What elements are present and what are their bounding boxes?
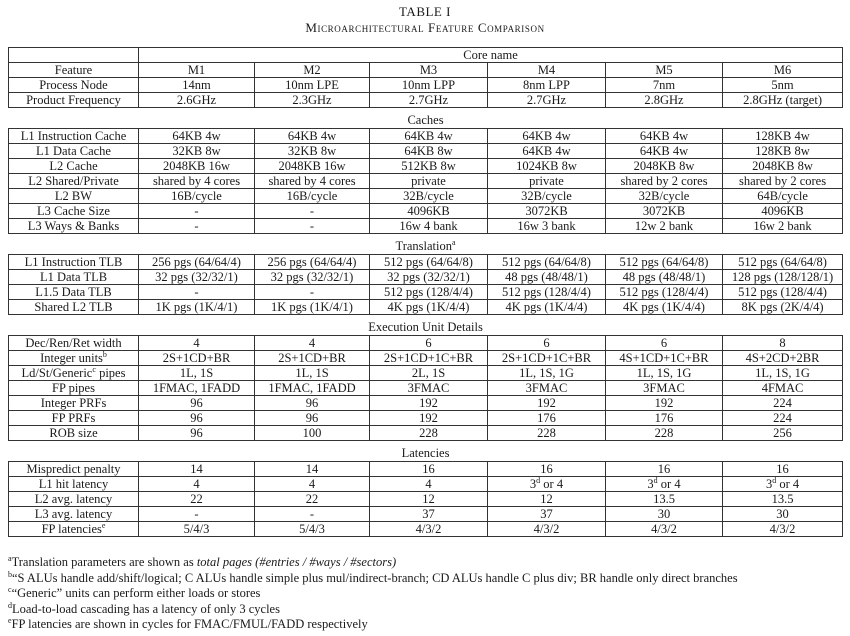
core-m4-header: M4 — [488, 63, 606, 78]
table-cell: 512KB 8w — [370, 159, 488, 174]
table-cell: 7nm — [606, 78, 723, 93]
row-label: Ld/St/Generic$^c$ pipes — [9, 366, 139, 381]
table-cell: 2S+1CD+1C+BR — [488, 351, 606, 366]
table-cell: - — [139, 285, 255, 300]
table-row — [9, 174, 843, 189]
row-label: L3 avg. latency — [9, 507, 139, 522]
core-m2-header: M2 — [255, 63, 370, 78]
table-cell: 4096KB — [723, 204, 843, 219]
feature-header: Feature — [9, 63, 139, 78]
table-cell: 64KB 8w — [370, 144, 488, 159]
table-cell: 4/3/2 — [723, 522, 843, 537]
table-cell: 3$^d$ or 4 — [488, 477, 606, 492]
footnote-d: $^d$Load-to-load cascading has a latency of only 3 cycles — [8, 600, 280, 616]
table-cell: 2048KB 8w — [723, 159, 843, 174]
row-label: L1 hit latency — [9, 477, 139, 492]
table-cell: 8 — [723, 336, 843, 351]
section-execution — [9, 319, 843, 336]
table-cell: 16 — [723, 462, 843, 477]
table-title: Microarchitectural Feature Comparison — [305, 20, 545, 35]
section-title: Latencies — [401, 446, 450, 460]
table-cell: 1L, 1S — [139, 366, 255, 381]
row-label: Integer PRFs — [9, 396, 139, 411]
table-cell: 12w 2 bank — [606, 219, 723, 234]
execution-rows — [9, 336, 843, 441]
table-cell: 48 pgs (48/48/1) — [488, 270, 606, 285]
table-cell: 1FMAC, 1FADD — [139, 381, 255, 396]
table-cell: 256 pgs (64/64/4) — [255, 255, 370, 270]
table-row — [9, 381, 843, 396]
table-row — [9, 189, 843, 204]
table-cell: 512 pgs (64/64/8) — [606, 255, 723, 270]
row-label: L2 BW — [9, 189, 139, 204]
table-cell: 2.3GHz — [255, 93, 370, 108]
feature-header-row — [9, 63, 843, 78]
table-cell: 16w 3 bank — [488, 219, 606, 234]
table-cell: 64KB 4w — [606, 144, 723, 159]
table-cell: 1L, 1S, 1G — [606, 366, 723, 381]
table-row — [9, 144, 843, 159]
table-cell: 2.8GHz — [606, 93, 723, 108]
table-cell: 512 pgs (128/4/4) — [488, 285, 606, 300]
section-latencies — [9, 445, 843, 462]
table-cell: shared by 4 cores — [139, 174, 255, 189]
table-number: TABLE I — [399, 4, 451, 19]
table-cell: 64KB 4w — [139, 129, 255, 144]
table-cell: 3072KB — [606, 204, 723, 219]
table-cell: 4 — [370, 477, 488, 492]
table-cell: 4K pgs (1K/4/4) — [488, 300, 606, 315]
table-cell: 14nm — [139, 78, 255, 93]
footnote-a: $^a$Translation parameters are shown as total pages (#entries / #ways / #sectors) — [8, 553, 397, 569]
footnote-e: $^e$FP latencies are shown in cycles for FMAC/FMUL/FADD respectively — [8, 615, 368, 631]
table-cell: 3072KB — [488, 204, 606, 219]
table-cell: 4 — [255, 477, 370, 492]
table-cell: 4/3/2 — [370, 522, 488, 537]
table-cell: 32 pgs (32/32/1) — [370, 270, 488, 285]
table-cell: 16 — [606, 462, 723, 477]
table-cell: 192 — [488, 396, 606, 411]
table-cell: 14 — [255, 462, 370, 477]
table-cell: 32B/cycle — [606, 189, 723, 204]
row-label: L2 avg. latency — [9, 492, 139, 507]
table-cell: 128 pgs (128/128/1) — [723, 270, 843, 285]
footnote-b: $^b$“S ALUs handle add/shift/logical; C ALUs handle simple plus mul/indirect-branch; CD ALUs handle C plus div; BR handle only direct branches — [8, 569, 738, 585]
table-cell: 1FMAC, 1FADD — [255, 381, 370, 396]
table-cell: 3FMAC — [488, 381, 606, 396]
table-cell: private — [370, 174, 488, 189]
table-cell: 96 — [139, 396, 255, 411]
footnote-c: $^c$“Generic” units can perform either loads or stores — [8, 584, 261, 600]
caches-rows — [9, 129, 843, 234]
footnotes — [8, 555, 842, 633]
table-cell: 3FMAC — [606, 381, 723, 396]
table-cell: 13.5 — [606, 492, 723, 507]
table-cell: 512 pgs (64/64/8) — [488, 255, 606, 270]
table-cell: 4K pgs (1K/4/4) — [370, 300, 488, 315]
row-label: L1.5 Data TLB — [9, 285, 139, 300]
table-cell: 2L, 1S — [370, 366, 488, 381]
table-cell: - — [139, 204, 255, 219]
table-row — [9, 285, 843, 300]
table-cell: 4096KB — [370, 204, 488, 219]
table-cell: 12 — [488, 492, 606, 507]
section-title: Execution Unit Details — [368, 320, 483, 334]
table-cell: 5/4/3 — [139, 522, 255, 537]
table-cell: 32KB 8w — [139, 144, 255, 159]
table-cell: 4 — [139, 477, 255, 492]
table-cell: 96 — [255, 396, 370, 411]
table-row — [9, 426, 843, 441]
latencies-rows — [9, 462, 843, 537]
table-row — [9, 129, 843, 144]
table-row — [9, 78, 843, 93]
table-row — [9, 204, 843, 219]
table-cell: 2S+1CD+BR — [255, 351, 370, 366]
table-cell: 2.8GHz (target) — [723, 93, 843, 108]
table-cell: 16 — [370, 462, 488, 477]
table-cell: 16w 2 bank — [723, 219, 843, 234]
row-label: Dec/Ren/Ret width — [9, 336, 139, 351]
table-cell: 2048KB 16w — [139, 159, 255, 174]
table-row — [9, 219, 843, 234]
table-cell: 30 — [723, 507, 843, 522]
table-row — [9, 336, 843, 351]
core-m1-header: M1 — [139, 63, 255, 78]
table-cell: 4 — [255, 336, 370, 351]
table-cell: 4/3/2 — [606, 522, 723, 537]
table-row — [9, 300, 843, 315]
core-name-row — [9, 48, 843, 63]
table-cell: 3FMAC — [370, 381, 488, 396]
table-cell: 10nm LPE — [255, 78, 370, 93]
table-cell: 512 pgs (64/64/8) — [723, 255, 843, 270]
table-cell: 512 pgs (128/4/4) — [606, 285, 723, 300]
row-label: FP latencies$^e$ — [9, 522, 139, 537]
table-cell: 512 pgs (128/4/4) — [370, 285, 488, 300]
table-cell: 128KB 8w — [723, 144, 843, 159]
translation-rows — [9, 255, 843, 315]
table-cell: 8nm LPP — [488, 78, 606, 93]
table-cell: shared by 4 cores — [255, 174, 370, 189]
table-cell: 228 — [606, 426, 723, 441]
table-cell: 2.6GHz — [139, 93, 255, 108]
table-cell: 4K pgs (1K/4/4) — [606, 300, 723, 315]
table-cell: 5nm — [723, 78, 843, 93]
table-cell: 228 — [488, 426, 606, 441]
table-cell: 224 — [723, 411, 843, 426]
core-name-header: Core name — [139, 48, 843, 63]
table-cell: 1K pgs (1K/4/1) — [255, 300, 370, 315]
table-cell: 5/4/3 — [255, 522, 370, 537]
table-cell: 64KB 4w — [255, 129, 370, 144]
section-title: Translation$^a$ — [395, 238, 456, 253]
table-cell: 4/3/2 — [488, 522, 606, 537]
table-cell: 22 — [255, 492, 370, 507]
row-label: Integer units$^b$ — [9, 351, 139, 366]
table-cell: 16 — [488, 462, 606, 477]
row-label: L1 Instruction TLB — [9, 255, 139, 270]
table-cell: 4 — [139, 336, 255, 351]
table-cell: 2048KB 16w — [255, 159, 370, 174]
row-label: L2 Cache — [9, 159, 139, 174]
table-cell: 16B/cycle — [139, 189, 255, 204]
table-cell: 176 — [606, 411, 723, 426]
section-title: Caches — [407, 113, 444, 127]
table-cell: 32B/cycle — [488, 189, 606, 204]
row-label: FP pipes — [9, 381, 139, 396]
table-cell: 48 pgs (48/48/1) — [606, 270, 723, 285]
table-cell: 64KB 4w — [370, 129, 488, 144]
table-cell: 3$^d$ or 4 — [723, 477, 843, 492]
table-cell: - — [255, 507, 370, 522]
table-row — [9, 462, 843, 477]
table-cell: 100 — [255, 426, 370, 441]
table-row — [9, 255, 843, 270]
row-label: Shared L2 TLB — [9, 300, 139, 315]
table-cell: 1L, 1S, 1G — [488, 366, 606, 381]
table-cell: 16w 4 bank — [370, 219, 488, 234]
row-label: L2 Shared/Private — [9, 174, 139, 189]
table-cell: 64KB 4w — [606, 129, 723, 144]
row-label: L3 Ways & Banks — [9, 219, 139, 234]
table-cell: 228 — [370, 426, 488, 441]
table-cell: 37 — [370, 507, 488, 522]
table-row — [9, 270, 843, 285]
table-cell: - — [139, 219, 255, 234]
table-cell: 30 — [606, 507, 723, 522]
table-cell: 176 — [488, 411, 606, 426]
table-cell: 224 — [723, 396, 843, 411]
table-cell: 37 — [488, 507, 606, 522]
table-cell: 512 pgs (128/4/4) — [723, 285, 843, 300]
row-label: L1 Data TLB — [9, 270, 139, 285]
table-cell: 32KB 8w — [255, 144, 370, 159]
table-cell: 1L, 1S — [255, 366, 370, 381]
row-label: Product Frequency — [9, 93, 139, 108]
table-row — [9, 366, 843, 381]
table-cell: 96 — [139, 426, 255, 441]
table-cell: 16B/cycle — [255, 189, 370, 204]
table-cell: 32B/cycle — [370, 189, 488, 204]
table-cell: 12 — [370, 492, 488, 507]
table-cell: 14 — [139, 462, 255, 477]
row-label: Mispredict penalty — [9, 462, 139, 477]
table-row — [9, 351, 843, 366]
table-cell: - — [255, 285, 370, 300]
table-cell: 2.7GHz — [488, 93, 606, 108]
table-cell: - — [255, 204, 370, 219]
table-cell: 64KB 4w — [488, 144, 606, 159]
table-cell: shared by 2 cores — [606, 174, 723, 189]
table-cell: 22 — [139, 492, 255, 507]
table-cell: shared by 2 cores — [723, 174, 843, 189]
table-cell: 3$^d$ or 4 — [606, 477, 723, 492]
table-cell: 192 — [370, 411, 488, 426]
table-cell: 6 — [370, 336, 488, 351]
table-row — [9, 396, 843, 411]
table-cell: - — [255, 219, 370, 234]
table-cell: 6 — [606, 336, 723, 351]
table-cell: 96 — [255, 411, 370, 426]
table-cell: 13.5 — [723, 492, 843, 507]
table-cell: 4S+1CD+1C+BR — [606, 351, 723, 366]
table-cell: 64B/cycle — [723, 189, 843, 204]
table-cell: 6 — [488, 336, 606, 351]
table-cell: 128KB 4w — [723, 129, 843, 144]
row-label: FP PRFs — [9, 411, 139, 426]
table-cell: 512 pgs (64/64/8) — [370, 255, 488, 270]
table-cell: - — [139, 507, 255, 522]
row-label: ROB size — [9, 426, 139, 441]
section-caches — [9, 112, 843, 129]
table-cell: 2.7GHz — [370, 93, 488, 108]
table-cell: 1024KB 8w — [488, 159, 606, 174]
table-cell: 64KB 4w — [488, 129, 606, 144]
table-row — [9, 492, 843, 507]
table-cell: 96 — [139, 411, 255, 426]
table-cell: 256 — [723, 426, 843, 441]
feature-comparison-table — [8, 47, 843, 537]
table-cell: 2048KB 8w — [606, 159, 723, 174]
table-cell: 32 pgs (32/32/1) — [255, 270, 370, 285]
table-row — [9, 507, 843, 522]
table-cell: 192 — [370, 396, 488, 411]
row-label: L1 Instruction Cache — [9, 129, 139, 144]
core-m3-header: M3 — [370, 63, 488, 78]
table-cell: private — [488, 174, 606, 189]
table-cell: 1L, 1S, 1G — [723, 366, 843, 381]
row-label: Process Node — [9, 78, 139, 93]
core-m5-header: M5 — [606, 63, 723, 78]
table-cell: 2S+1CD+BR — [139, 351, 255, 366]
table-row — [9, 522, 843, 537]
core-m6-header: M6 — [723, 63, 843, 78]
row-label: L3 Cache Size — [9, 204, 139, 219]
table-cell: 256 pgs (64/64/4) — [139, 255, 255, 270]
row-label: L1 Data Cache — [9, 144, 139, 159]
table-row — [9, 477, 843, 492]
table-row — [9, 411, 843, 426]
section-translation — [9, 238, 843, 255]
table-cell: 4S+2CD+2BR — [723, 351, 843, 366]
table-cell: 8K pgs (2K/4/4) — [723, 300, 843, 315]
table-row — [9, 159, 843, 174]
table-cell: 10nm LPP — [370, 78, 488, 93]
table-cell: 192 — [606, 396, 723, 411]
table-cell: 2S+1CD+1C+BR — [370, 351, 488, 366]
general-rows — [9, 78, 843, 108]
table-row — [9, 93, 843, 108]
table-cell: 4FMAC — [723, 381, 843, 396]
table-cell: 1K pgs (1K/4/1) — [139, 300, 255, 315]
table-cell: 32 pgs (32/32/1) — [139, 270, 255, 285]
